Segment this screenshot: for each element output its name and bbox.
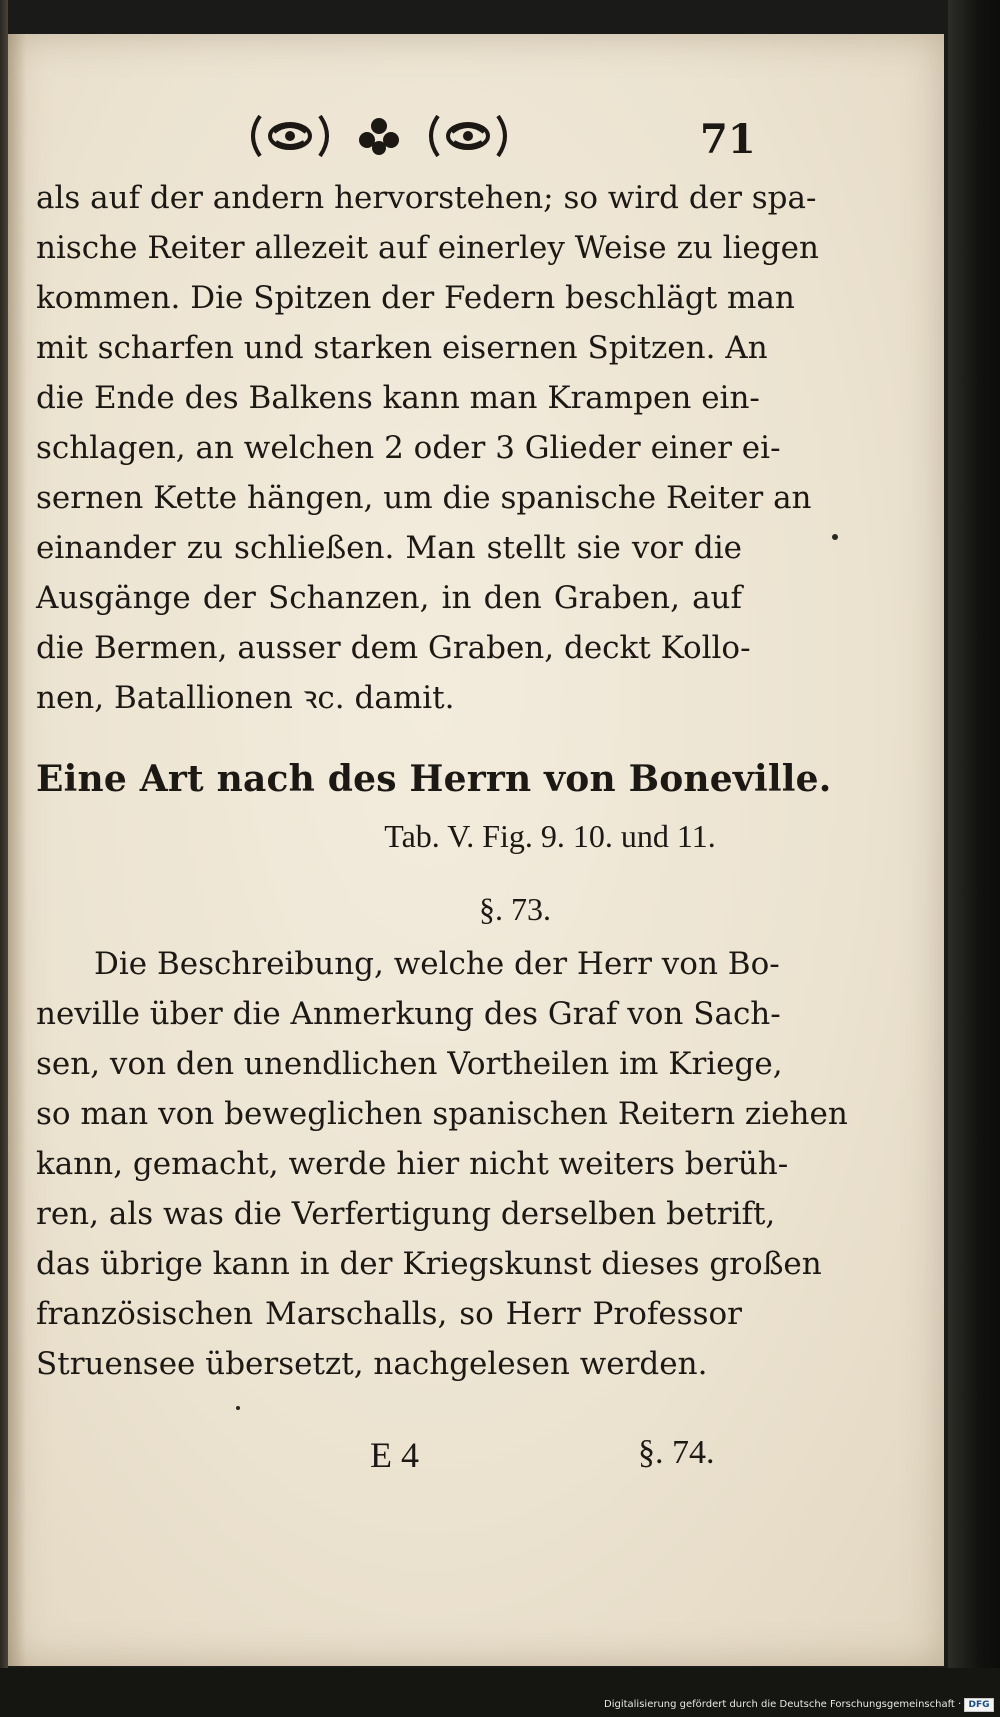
- text-line: schlagen, an welchen 2 oder 3 Glieder einer ei-: [36, 430, 781, 466]
- catchword: §. 74.: [638, 1434, 715, 1471]
- paragraph-number: §. 73.: [479, 891, 551, 927]
- text-line: Die Beschreibung, welche der Herr von Bo-: [94, 946, 780, 982]
- text-line: das übrige kann in der Kriegskunst dieses großen: [36, 1246, 822, 1282]
- text-line: so man von beweglichen spanischen Reitern ziehen: [36, 1096, 848, 1132]
- text-line: sen, von den unendlichen Vortheilen im Kriege,: [36, 1046, 783, 1082]
- figure-reference: Tab. V. Fig. 9. 10. und 11.: [384, 818, 716, 854]
- text-line: Ausgänge der Schanzen, in den Graben, auf: [36, 580, 742, 616]
- text-line: mit scharfen und starken eisernen Spitzen. An: [36, 330, 768, 366]
- ink-speck: [832, 534, 838, 540]
- text-line: einander zu schließen. Man stellt sie vor die: [36, 530, 742, 566]
- digitization-credit: Digitalisierung gefördert durch die Deutsche Forschungsgemeinschaft ·: [604, 1699, 962, 1710]
- text-line: kann, gemacht, werde hier nicht weiters berüh-: [36, 1146, 789, 1182]
- text-line: kommen. Die Spitzen der Federn beschlägt man: [36, 280, 795, 316]
- text-line: Struensee übersetzt, nachgelesen werden.: [36, 1346, 708, 1382]
- text-line: die Ende des Balkens kann man Krampen ein-: [36, 380, 760, 416]
- text-line: als auf der andern hervorstehen; so wird der spa-: [36, 180, 817, 216]
- dfg-logo-label: DFG: [968, 1700, 990, 1710]
- scanner-background: [948, 0, 1000, 1717]
- page-number: 71: [700, 116, 756, 163]
- text-line: nen, Batallionen ꝛc. damit.: [36, 680, 455, 716]
- text-line: neville über die Anmerkung des Graf von Sach-: [36, 996, 781, 1032]
- printers-ornament-icon: [240, 108, 540, 164]
- dfg-logo-icon[interactable]: [964, 1698, 994, 1712]
- section-heading: Eine Art nach des Herrn von Boneville.: [36, 758, 832, 800]
- text-line: französischen Marschalls, so Herr Professor: [36, 1296, 742, 1332]
- ink-speck: [236, 1406, 240, 1410]
- text-line: sernen Kette hängen, um die spanische Reiter an: [36, 480, 812, 516]
- book-spine-edge: [0, 0, 8, 1717]
- text-line: die Bermen, ausser dem Graben, deckt Kollo-: [36, 630, 751, 666]
- text-line: nische Reiter allezeit auf einerley Weise zu liegen: [36, 230, 819, 266]
- signature-mark: E 4: [370, 1435, 419, 1475]
- text-line: ren, als was die Verfertigung derselben betrift,: [36, 1196, 776, 1232]
